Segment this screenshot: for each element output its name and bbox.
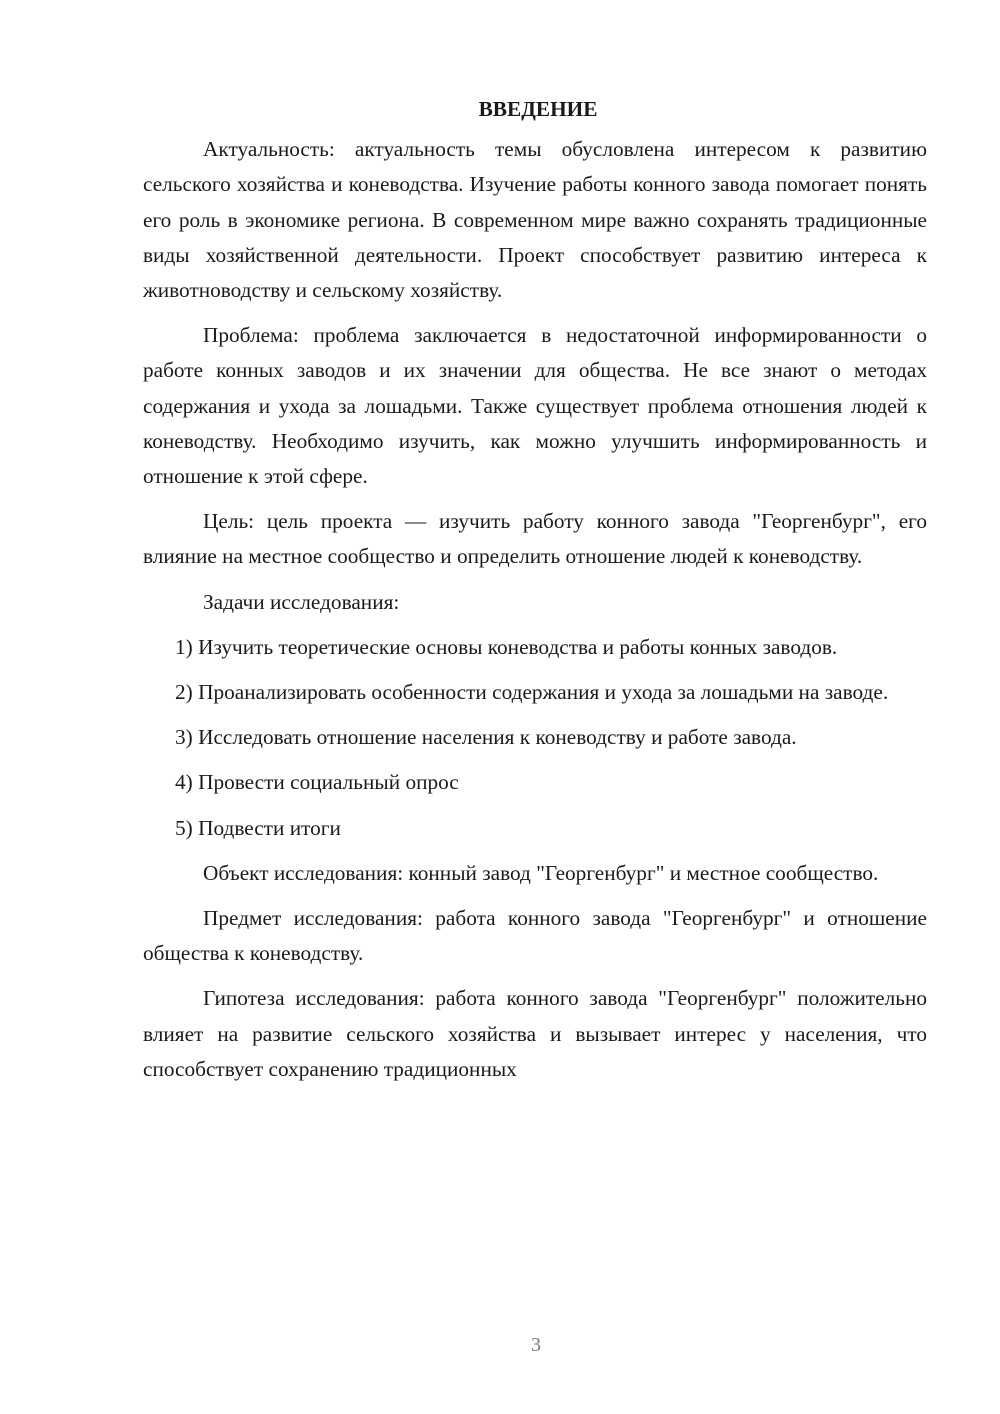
task-item: 1) Изучить теоретические основы коневодства и работы конных заводов. (175, 634, 838, 659)
task-item: 4) Провести социальный опрос (175, 770, 459, 795)
problem-paragraph: Проблема: проблема заключается в недостаточной информированности о работе конных заводов и их значении для общества. Не все знают о методах содержания и ухода за лошадьми. Также существует проблема отношения людей к коневодству. Необходимо изучить, как можно улучшить информированность и отношение к этой сфере. (143, 323, 927, 489)
object-paragraph: Объект исследования: конный завод "Георгенбург" и местное сообщество. (203, 860, 879, 885)
page-number: 3 (531, 1334, 541, 1356)
task-item: 5) Подвести итоги (175, 815, 341, 840)
document-body (143, 92, 927, 1087)
tasks-list (143, 630, 927, 846)
tasks-title: Задачи исследования: (203, 589, 400, 614)
goal-paragraph: Цель: цель проекта — изучить работу конного завода "Георгенбург", его влияние на местное сообщество и определить отношение людей к коневодству. (143, 509, 927, 569)
task-item: 3) Исследовать отношение населения к коневодству и работе завода. (175, 725, 797, 750)
task-item: 2) Проанализировать особенности содержания и ухода за лошадьми на заводе. (175, 680, 889, 705)
subject-paragraph: Предмет исследования: работа конного завода "Георгенбург" и отношение общества к коневодству. (143, 906, 927, 966)
section-heading: ВВЕДЕНИЕ (478, 97, 598, 121)
relevance-paragraph: Актуальность: актуальность темы обусловлена интересом к развитию сельского хозяйства и коневодства. Изучение работы конного завода помогает понять его роль в экономике региона. В современном мире важно сохранять традиционные виды хозяйственной деятельности. Проект способствует развитию интереса к животноводству и сельскому хозяйству. (143, 137, 927, 303)
hypothesis-paragraph: Гипотеза исследования: работа конного завода "Георгенбург" положительно влияет на развитие сельского хозяйства и вызывает интерес у населения, что способствует сохранению традиционных (143, 986, 927, 1081)
